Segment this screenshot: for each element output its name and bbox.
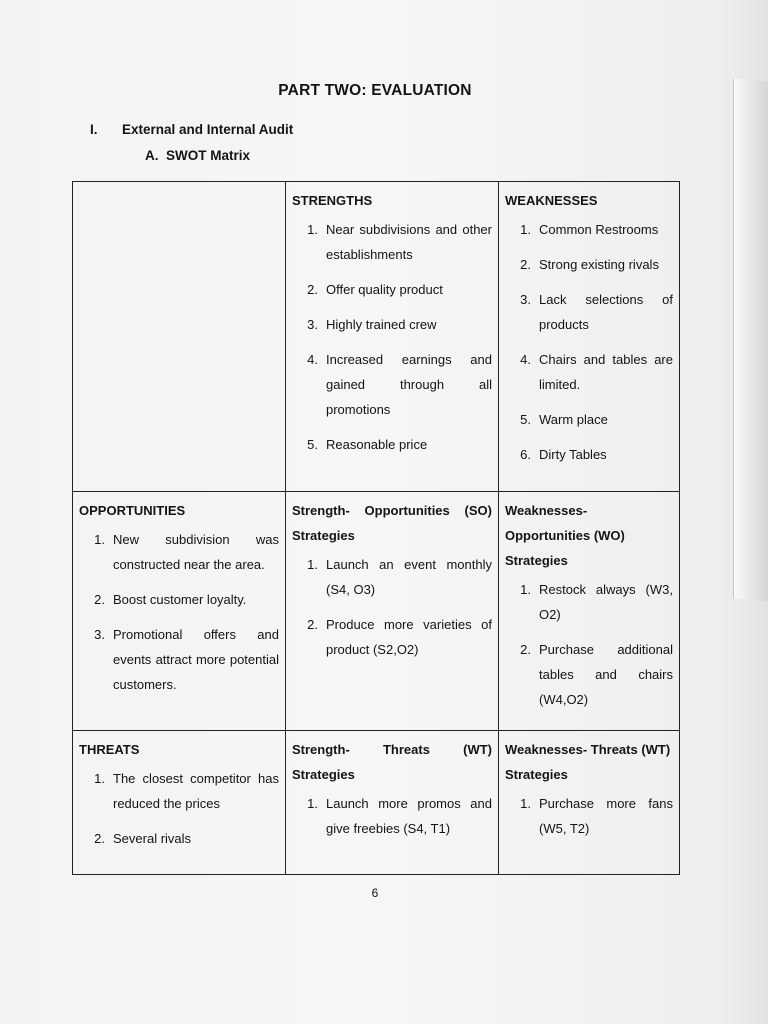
so-strategies-header: Strength- Opportunities (SO) Strategies [292, 503, 492, 543]
list-item-text: Launch an event monthly (S4, O3) [326, 557, 492, 597]
list-item-number: 1. [520, 796, 531, 811]
section-heading [90, 122, 293, 137]
strengths-list [292, 217, 492, 457]
list-item-number: 3. [94, 627, 105, 642]
table-row [73, 182, 680, 492]
list-item-number: 4. [520, 352, 531, 367]
list-item-number: 2. [307, 617, 318, 632]
list-item [505, 287, 673, 337]
list-item [79, 587, 279, 612]
list-item [292, 552, 492, 602]
list-item-text: Highly trained crew [326, 317, 437, 332]
list-item-text: Produce more varieties of product (S2,O2) [326, 617, 492, 657]
list-item-text: Restock always (W3, O2) [539, 582, 673, 622]
list-item [79, 622, 279, 697]
opportunities-header: OPPORTUNITIES [79, 503, 186, 518]
wo-strategies-cell [499, 492, 680, 731]
list-item-number: 3. [520, 292, 531, 307]
list-item-number: 2. [94, 592, 105, 607]
list-item-text: Reasonable price [326, 437, 428, 452]
list-item-number: 4. [307, 352, 318, 367]
page-title: PART TWO: EVALUATION [278, 82, 472, 99]
list-item [292, 347, 492, 422]
list-item-number: 1. [94, 771, 105, 786]
subsection-label: SWOT Matrix [166, 148, 251, 163]
wo-strategies-header: Weaknesses- Opportunities (WO) Strategies [505, 503, 625, 568]
wo-strategies-list [505, 577, 673, 712]
threats-list [79, 766, 279, 851]
list-item-text: Purchase more fans (W5, T2) [539, 796, 673, 836]
weaknesses-cell [499, 182, 680, 492]
strengths-header: STRENGTHS [292, 193, 373, 208]
list-item-number: 1. [94, 532, 105, 547]
section-number: I. [90, 122, 98, 137]
list-item-text: Lack selections of products [539, 292, 673, 332]
list-item [505, 577, 673, 627]
list-item [505, 407, 673, 432]
list-item-text: Increased earnings and gained through all promotions [326, 352, 492, 417]
list-item-number: 6. [520, 447, 531, 462]
so-strategies-cell [286, 492, 499, 731]
list-item-number: 2. [520, 257, 531, 272]
list-item-text: The closest competitor has reduced the prices [113, 771, 279, 811]
opportunities-list [79, 527, 279, 697]
swot-matrix-table [72, 181, 680, 875]
list-item [505, 637, 673, 712]
list-item-text: Warm place [539, 412, 608, 427]
list-item-text: Purchase additional tables and chairs (W4,O2) [539, 642, 673, 707]
list-item-number: 1. [307, 796, 318, 811]
list-item [292, 312, 492, 337]
weaknesses-list [505, 217, 673, 467]
st-strategies-cell [286, 731, 499, 875]
list-item [505, 347, 673, 397]
table-row [73, 731, 680, 875]
list-item [79, 766, 279, 816]
list-item [292, 432, 492, 457]
wt-strategies-header: Weaknesses- Threats (WT) Strategies [505, 742, 671, 782]
list-item-number: 2. [520, 642, 531, 657]
list-item [292, 277, 492, 302]
threats-header: THREATS [79, 742, 140, 757]
list-item-text: Common Restrooms [539, 222, 659, 237]
table-row [73, 492, 680, 731]
st-strategies-header: Strength- Threats (WT) Strategies [292, 742, 492, 782]
list-item-text: Near subdivisions and other establishments [326, 222, 492, 262]
list-item-text: Several rivals [113, 831, 192, 846]
list-item [79, 826, 279, 851]
list-item-text: Promotional offers and events attract more potential customers. [113, 627, 279, 692]
list-item-text: Dirty Tables [539, 447, 607, 462]
list-item-number: 2. [94, 831, 105, 846]
page-edge-shadow [733, 79, 768, 601]
list-item-number: 5. [307, 437, 318, 452]
list-item [292, 217, 492, 267]
list-item-number: 1. [520, 222, 531, 237]
list-item [505, 217, 673, 242]
empty-corner-cell [73, 182, 286, 492]
subsection-number: A. [145, 148, 159, 163]
st-strategies-list [292, 791, 492, 841]
list-item-text: Boost customer loyalty. [113, 592, 247, 607]
section-label: External and Internal Audit [122, 122, 294, 137]
list-item-number: 1. [520, 582, 531, 597]
subsection-heading [145, 148, 250, 163]
list-item [292, 791, 492, 841]
weaknesses-header: WEAKNESSES [505, 193, 598, 208]
wt-strategies-cell [499, 731, 680, 875]
list-item [79, 527, 279, 577]
list-item-number: 5. [520, 412, 531, 427]
wt-strategies-list [505, 791, 673, 841]
so-strategies-list [292, 552, 492, 662]
list-item-number: 1. [307, 222, 318, 237]
strengths-cell [286, 182, 499, 492]
page-number: 6 [371, 886, 379, 900]
list-item [505, 791, 673, 841]
list-item-text: Offer quality product [326, 282, 443, 297]
threats-cell [73, 731, 286, 875]
list-item-number: 2. [307, 282, 318, 297]
list-item-number: 3. [307, 317, 318, 332]
list-item [505, 252, 673, 277]
list-item [292, 612, 492, 662]
list-item-number: 1. [307, 557, 318, 572]
list-item-text: Launch more promos and give freebies (S4, T1) [326, 796, 492, 836]
list-item-text: New subdivision was constructed near the area. [113, 532, 279, 572]
list-item-text: Chairs and tables are limited. [539, 352, 673, 392]
list-item [505, 442, 673, 467]
opportunities-cell [73, 492, 286, 731]
list-item-text: Strong existing rivals [539, 257, 659, 272]
